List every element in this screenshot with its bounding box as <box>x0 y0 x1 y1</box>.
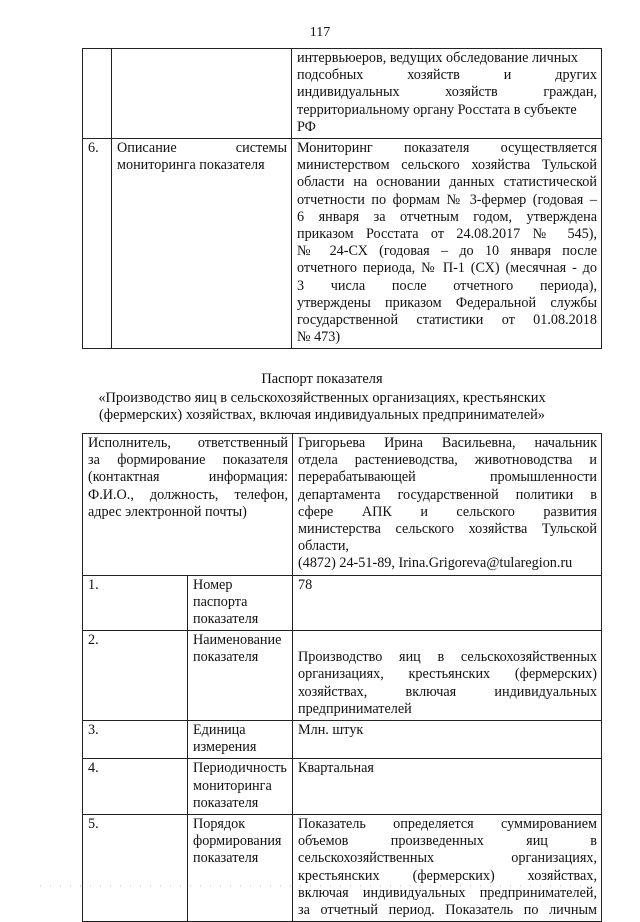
content-line: перерабатывающей промышленности <box>298 469 597 486</box>
table-row-4 <box>83 759 602 815</box>
row-number: 2. <box>83 631 188 721</box>
content-line: предпринимателей <box>298 700 412 717</box>
content-line: отчетного периода, № П-1 (СХ) (месячная - до <box>297 260 597 277</box>
content-line: сфере АПК и сельского развития <box>298 503 597 520</box>
content-line <box>298 632 597 649</box>
label-line: Наименование <box>193 632 282 649</box>
content-line: 3 числа после отчетного периода), <box>297 277 597 294</box>
content-line: хозяйствах, включая индивидуальных <box>298 683 597 700</box>
table-row-executor <box>83 434 602 576</box>
content-line: Производство яиц в сельскохозяйственных <box>298 649 597 666</box>
row-number: 5. <box>83 815 188 922</box>
passport-table <box>82 433 602 922</box>
label-line: Порядок формирования <box>193 816 282 850</box>
content-line: Мониторинг показателя осуществляется <box>297 140 597 157</box>
label-line: мониторинга показателя <box>117 157 265 174</box>
label-line: (контактная информация: <box>88 469 288 486</box>
content-line: (4872) 24-51-89, Irina.Grigoreva@tularegion.ru <box>298 555 573 572</box>
label-line: за формирование показателя <box>88 452 288 469</box>
executor-content-cell <box>293 434 602 576</box>
row-number: 1. <box>83 575 188 631</box>
content-line: министерством сельского хозяйства Тульской <box>297 157 597 174</box>
content-line: области, <box>298 538 349 555</box>
row-number: 6. <box>83 139 112 349</box>
content-line: за отчетный период. Показатель по личным <box>298 902 597 919</box>
content-cell <box>293 815 602 922</box>
content-cell <box>293 631 602 721</box>
content-line: крестьянских (фермерских) хозяйствах, <box>298 867 597 884</box>
content-cell <box>293 575 602 631</box>
label-line: Номер паспорта <box>193 576 248 610</box>
executor-label-cell <box>83 434 293 576</box>
label-line: адрес электронной почты) <box>88 503 247 520</box>
content-line: № 473) <box>297 329 341 346</box>
content-line: сельскохозяйственных организациях, <box>298 850 597 867</box>
content-line: Показатель определяется суммированием <box>298 816 597 833</box>
table-row-3 <box>83 721 602 759</box>
label-line: показателя <box>193 850 259 867</box>
content-line: области на основании данных статистической <box>297 174 597 191</box>
label-cell <box>112 49 292 139</box>
label-line: Периодичность <box>193 760 287 777</box>
label-cell <box>188 759 293 815</box>
content-cell <box>292 49 602 139</box>
content-line: отдела растениеводства, животноводства и <box>298 452 597 469</box>
label-cell <box>188 815 293 922</box>
label-line: Ф.И.О., должность, телефон, <box>88 486 288 503</box>
content-line: приказом Росстата от 24.08.2017 № 545), <box>297 226 597 243</box>
label-line: показателя <box>193 649 259 666</box>
content-cell <box>292 139 602 349</box>
content-cell <box>293 759 602 815</box>
content-line: 78 <box>298 576 313 593</box>
label-line: показателя <box>193 611 259 628</box>
row-number: 4. <box>83 759 188 815</box>
table-continued <box>82 48 602 349</box>
content-line: государственной статистики от 01.08.2018 <box>297 312 597 329</box>
label-line: Исполнитель, ответственный <box>88 435 288 451</box>
content-line: отчетности по формам № 3-фермер (годовая – <box>297 191 597 208</box>
content-line: министерства сельского хозяйства Тульской <box>298 521 597 538</box>
passport-subtitle-line: «Производство яиц в сельскохозяйственных организациях, крестьянских <box>98 390 546 406</box>
content-line: территориальному органу Росстата в субъекте <box>297 101 577 118</box>
content-line: Млн. штук <box>298 722 364 739</box>
label-cell <box>188 631 293 721</box>
table-row-5 <box>83 815 602 922</box>
label-line: Единица измерения <box>193 722 257 756</box>
table-row-1 <box>83 575 602 631</box>
content-line: департамента государственной политики в <box>298 486 597 503</box>
content-line: 6 января за отчетным годом, утверждена <box>297 208 597 225</box>
passport-subtitle-line: (фермерских) хозяйствах, включая индивидуальных предпринимателей» <box>98 407 545 423</box>
content-cell <box>293 721 602 759</box>
content-line: Квартальная <box>298 760 374 777</box>
label-line: Описание системы <box>117 140 287 157</box>
num-cell <box>83 49 112 139</box>
page-number: 117 <box>309 25 331 40</box>
content-line: Григорьева Ирина Васильевна, начальник <box>298 435 597 451</box>
passport-title: Паспорт показателя <box>261 371 383 387</box>
row-number: 3. <box>83 721 188 759</box>
label-line: мониторинга показателя <box>193 777 272 811</box>
content-line: объемов произведенных яиц в <box>298 833 597 850</box>
table-row-2 <box>83 631 602 721</box>
content-line: № 24-СХ (годовая – до 10 января после <box>297 243 597 260</box>
content-line: индивидуальных хозяйств граждан, <box>297 84 597 101</box>
table-row-6 <box>83 139 602 349</box>
content-line: РФ <box>297 118 316 135</box>
content-line: интервьюеров, ведущих обследование личных <box>297 50 578 66</box>
label-cell <box>112 139 292 349</box>
content-line: подсобных хозяйств и других <box>297 67 597 84</box>
content-line: организациях, крестьянских (фермерских) <box>298 666 597 683</box>
scan-noise-decoration <box>0 884 640 888</box>
label-cell <box>188 721 293 759</box>
content-line: включая индивидуальных предпринимателей, <box>298 884 597 901</box>
table-row-continued <box>83 49 602 139</box>
content-line: утверждены приказом Федеральной службы <box>297 294 597 311</box>
label-cell <box>188 575 293 631</box>
